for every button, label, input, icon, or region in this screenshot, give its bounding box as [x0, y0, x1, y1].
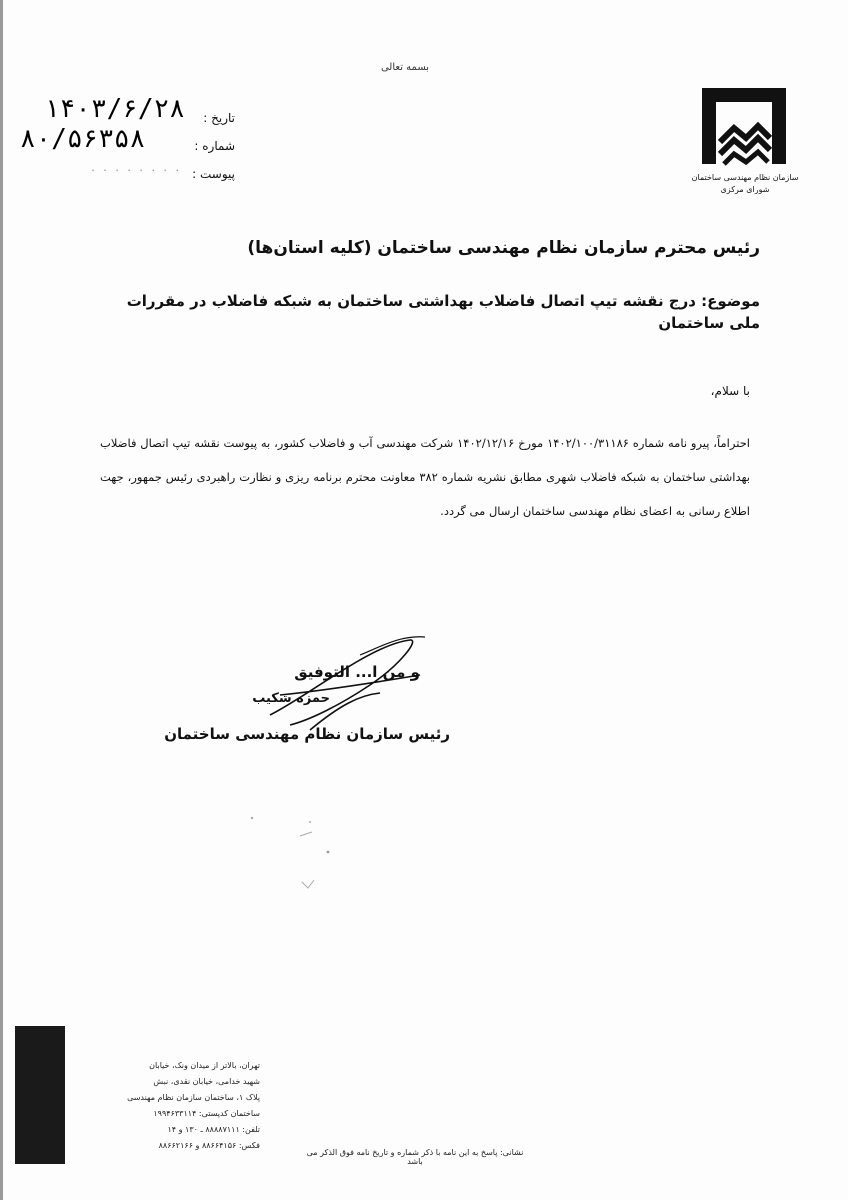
basmala: بسمه تعالی [380, 62, 430, 73]
roof-logo-icon [694, 82, 794, 168]
footer-line: پلاک ۱، ساختمان سازمان نظام مهندسی [127, 1093, 260, 1102]
attachment-value: . . . . . . . . [90, 163, 181, 174]
signature-closing: و من ا... التوفیق [294, 663, 420, 681]
organization-logo [690, 82, 800, 202]
signature-block [150, 655, 450, 765]
number-value: ۸۰/۵۶۳۵۸ [20, 124, 146, 154]
footer-black-block [15, 1026, 65, 1164]
footer-line: ساختمان کدپستی: ۱۹۹۴۶۳۳۱۱۴ [153, 1109, 260, 1118]
faint-marks-icon [240, 810, 340, 900]
signatory-name: حمزه شکیب [252, 691, 330, 706]
signatory-title: رئیس سازمان نظام مهندسی ساختمان [164, 725, 450, 743]
attachment-label: پیوست : [192, 167, 235, 181]
handwritten-signature-icon [250, 635, 430, 745]
logo-name [690, 172, 800, 196]
footer-line: تهران، بالاتر از میدان ونک، خیابان [149, 1061, 260, 1070]
logo-subtitle: شورای مرکزی [720, 185, 770, 194]
number-label: شماره : [194, 139, 235, 153]
subject-line: موضوع: درج نقشه تیپ اتصال فاضلاب بهداشتی ساختمان به شبکه فاضلاب در مقررات ملی ساختمان [126, 292, 760, 332]
footer-line: شهید خدامی، خیابان نقدی، نبش [153, 1077, 260, 1086]
scan-edge [0, 0, 3, 1200]
date-value: ۱۴۰۳/۶/۲۸ [44, 94, 185, 124]
letter-body: احتراماً، پیرو نامه شماره ۱۴۰۲/۱۰۰/۳۱۱۸۶ مورخ ۱۴۰۲/۱۲/۱۶ شرکت مهندسی آب و فاضلاب کشور، به پیوست نقشه تیپ اتصال فاضلاب بهداشتی ساختمان به شبکه فاضلاب شهری مطابق نشریه شماره ۳۸۲ معاونت محترم برنامه ریزی و نظارت راهبردی رئیس جمهور، جهت اطلاع رسانی به اعضای نظام مهندسی ساختمان ارسال می گردد. [100, 436, 750, 518]
meta-values [20, 94, 185, 184]
footer-address [70, 1058, 260, 1154]
footer-line: فکس: ۸۸۶۶۴۱۵۶ و ۸۸۶۶۲۱۶۶ [158, 1141, 260, 1150]
footer-line: تلفن: ۸۸۸۸۷۱۱۱ ـ ۱۳۰ و ۱۴ [167, 1125, 260, 1134]
date-label: تاریخ : [203, 111, 235, 125]
logo-org-name: سازمان نظام مهندسی ساختمان [691, 173, 799, 182]
footer-note: نشانی: پاسخ به این نامه با ذکر شماره و تاریخ نامه فوق الذکر می باشد [306, 1148, 524, 1166]
greeting: با سلام، [710, 384, 750, 398]
addressee: رئیس محترم سازمان نظام مهندسی ساختمان (کلیه استان‌ها) [247, 238, 760, 258]
